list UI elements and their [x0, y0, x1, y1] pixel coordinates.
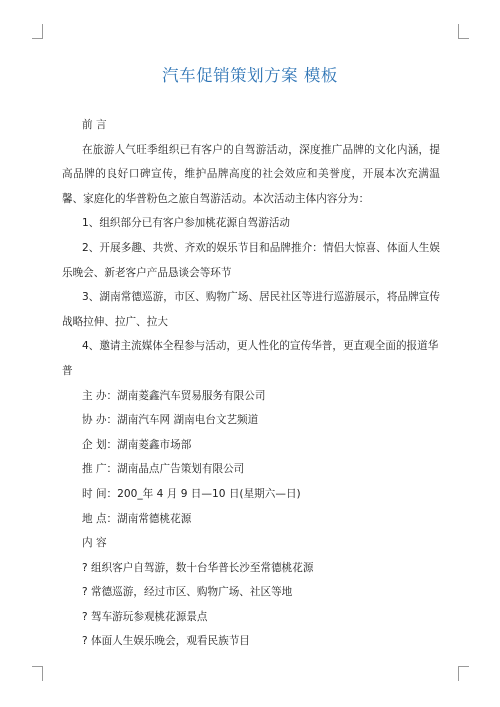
heading-preface: 前 言 [82, 119, 107, 131]
heading-content: 内 容 [82, 537, 107, 550]
info-location: 地 点：湖南常德桃花源 [82, 512, 192, 525]
content-item-1: ? 组织客户自驾游，数十台华普长沙至常德桃花源 [82, 561, 314, 574]
list-item-4: 4、邀请主流媒体全程参与活动，更人性化的宣传华普，更直观全面的报道华普 [62, 340, 439, 377]
document-title: 汽车促销策划方案 模板 [162, 66, 338, 85]
info-organizer: 主 办：湖南菱鑫汽车贸易服务有限公司 [82, 389, 266, 402]
crop-mark-bottom-left [32, 666, 43, 681]
info-co-organizer: 协 办：湖南汽车网 湖南电台文艺频道 [82, 414, 259, 427]
list-item-2: 2、开展多趣、共赏、齐欢的娱乐节目和品牌推介：情侣大惊喜、体面人生娱乐晚会、新老客户产品恳谈会等环节 [62, 241, 440, 279]
list-item-3: 3、湖南常德巡游，市区、购物广场、居民社区等进行巡游展示，将品牌宣传战略拉伸、拉广、拉大 [62, 291, 440, 328]
info-promoter: 推 广：湖南晶点广告策划有限公司 [82, 463, 245, 476]
content-item-3: ? 驾车游玩参观桃花源景点 [82, 610, 208, 623]
info-planner: 企 划：湖南菱鑫市场部 [82, 438, 192, 451]
content-item-4: ? 体面人生娱乐晚会，观看民族节目 [82, 635, 250, 648]
crop-mark-bottom-right [458, 666, 469, 681]
info-time: 时 间：200_年 4 月 9 日—10 日(星期六—日) [82, 487, 301, 500]
list-item-1: 1、组织部分已有客户参加桃花源自驾游活动 [82, 217, 291, 230]
crop-mark-top-right [458, 24, 469, 39]
paragraph-intro: 在旅游人气旺季组织已有客户的自驾游活动，深度推广品牌的文化内涵，提高品牌的良好口碑宣传，维护品牌高度的社会效应和美誉度，开展本次充满温馨、家庭化的华普粉色之旅自驾游活动。本次活动主体内容分为： [62, 143, 440, 205]
document-body [62, 113, 440, 654]
content-item-2: ? 常德巡游，经过市区、购物广场、社区等地 [82, 586, 293, 599]
crop-mark-top-left [32, 24, 43, 39]
